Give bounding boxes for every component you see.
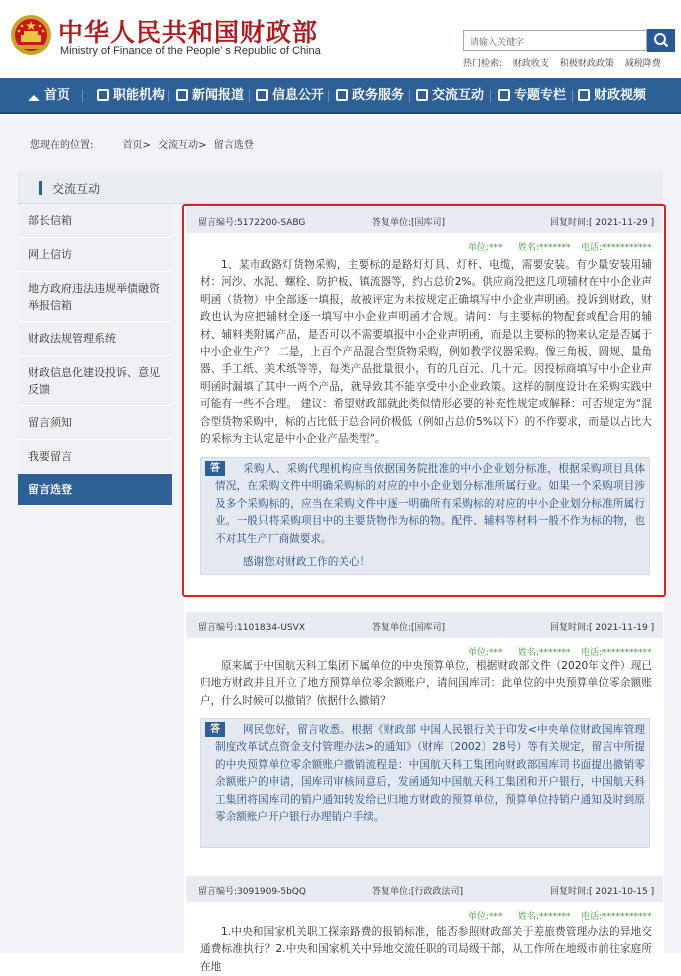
nav-divider: [409, 90, 410, 102]
entry-time: 回复时间:[ 2021-10-15 ]: [550, 887, 655, 897]
hot-search-row: [463, 56, 669, 69]
site-title[interactable]: 中华人民共和国财政部: [58, 18, 319, 47]
nav-item-home[interactable]: [28, 78, 70, 114]
site-header: [0, 0, 681, 78]
breadcrumb-link[interactable]: 首页>: [122, 140, 151, 151]
nav-item-institution[interactable]: [97, 78, 165, 114]
entry-id: 留言编号:3091909-5bQQ: [198, 887, 306, 897]
nav-item-label: 首页: [44, 88, 71, 103]
nav-item-service[interactable]: [336, 78, 404, 114]
message-entry: [186, 207, 663, 595]
entry-meta-phone: 电话:***********: [581, 912, 652, 922]
nav-divider: [249, 90, 250, 102]
answer-thanks: 感谢您对财政工作的关心！: [243, 556, 371, 568]
sidebar-item-leave-message[interactable]: [18, 440, 172, 474]
nav-divider: [490, 90, 491, 102]
sidebar: [18, 204, 172, 506]
entry-id: 留言编号:1101834-USVX: [198, 623, 305, 633]
entry-question: 1、某市政路灯货物采购，主要标的是路灯灯具、灯杆、电缆，需要安装。有少量安装用辅材：河沙、水泥、螺栓、防护板、镇流器等，约占总价2%。供应商没把这几项辅材在中小企业声明函（货物）中全部逐一填报，故被评定为未按规定正确填写中小企业声明函。投诉到财政，财政也认为应把辅材全逐一填写中小企业声明函才合规。请问：与主要标的物配套或配合用的辅材、辅料类附属产品，是否可以不需要填报中小企业声明函，而是以主要标的物来认定是否属于中小企业生产？ 二是，上百个产品混合型货物采购，例如教学仪器采购。像三角板、圆规、量角器、手工纸、美术纸等等，每类产品批量很小，有的几百元、几十元。因投标商填写中小企业声明函时漏填了其中一两个产品，就导致其不能享受中小企业政策。这样的制度设计在采购实践中可能有一些不合理。 建议：希望财政部就此类似情形必要的补充性规定或解释：可否规定为“混合型货物采购中，标的占比低于总合同价极低（例如占总价5%以下）的不作要求，而是以占比大的采标为主认定是中小企业产品类型”。: [200, 259, 652, 446]
news-icon: [176, 89, 188, 101]
section-header: [18, 172, 663, 204]
nav-divider: [328, 90, 329, 102]
answer-text: 网民您好，留言收悉。根据《财政部 中国人民银行关于印发<中央单位财政国库管理制度改革试点资金支付管理办法>的通知》（财库〔2002〕28号）等有关规定，留言中所提的中央预算单位零余额账户撤销流程是：中国航天科工集团向财政部国库司书面提出撤销零余额账户的申请，国库司审核同意后，发函通知中国航天科工集团和开户银行，中国航天科工集团将国库司的销户通知转发给已归地方财政的预算单位，预算单位持销户通知及时到原零余额账户开户银行办理销户手续。: [215, 724, 645, 824]
video-icon: [578, 89, 590, 101]
search-icon: [647, 29, 675, 52]
nav-item-label: 财政视频: [594, 88, 647, 103]
entry-header: [186, 207, 663, 233]
sidebar-item-label: 留言须知: [28, 416, 72, 429]
entry-header: [186, 876, 663, 902]
nav-item-topic[interactable]: [498, 78, 566, 114]
sidebar-item-label: 财政法规管理系统: [28, 332, 116, 345]
info-icon: [256, 89, 268, 101]
entry-question: 1.中央和国家机关职工探亲路费的报销标准，能否参照财政部关于差旅费管理办法的异地交通费标准执行？2.中央和国家机关中异地交流任职的司局级干部，从工作所在地级市前往家庭所在地: [200, 926, 652, 973]
entry-header: [186, 612, 663, 638]
sidebar-item-label: 地方政府违法违规举债融资举报信箱: [28, 281, 160, 312]
entry-time: 回复时间:[ 2021-11-29 ]: [550, 218, 655, 228]
nav-divider: [572, 90, 573, 102]
sidebar-item-debt-report[interactable]: [18, 272, 172, 322]
service-icon: [336, 89, 348, 101]
entry-meta-name: 姓名:*******: [518, 648, 571, 658]
sidebar-item-notice[interactable]: [18, 406, 172, 440]
entry-meta-name: 姓名:*******: [518, 912, 571, 922]
search-button[interactable]: [647, 29, 675, 52]
nav-item-label: 专题专栏: [514, 88, 567, 103]
nav-item-news[interactable]: [176, 78, 244, 114]
sidebar-item-online-petition[interactable]: [18, 238, 172, 272]
sidebar-item-minister-mailbox[interactable]: [18, 204, 172, 238]
section-marker: [39, 181, 42, 195]
institution-icon: [97, 89, 109, 101]
sidebar-item-label: 网上信访: [28, 248, 72, 261]
entry-unit: 答复单位:[行政政法司]: [372, 887, 464, 897]
entry-question: 原来属于中国航天科工集团下属单位的中央预算单位，根据财政部文件（2020年文件）现已归地方财政并且开立了地方预算单位零余额账户，请问国库司：此单位的中央预算单位零余额账户，什么时候可以撤销？依据什么撤销？: [200, 660, 652, 707]
answer-badge: 答: [205, 722, 225, 737]
sidebar-item-label: 我要留言: [28, 450, 72, 463]
search-input[interactable]: 请输入关键字: [463, 30, 647, 51]
message-entry: [186, 876, 663, 973]
sidebar-item-selected-messages[interactable]: [18, 474, 172, 506]
home-icon: [28, 95, 40, 101]
answer-badge: 答: [205, 461, 225, 476]
message-entry: [186, 612, 663, 857]
entry-time: 回复时间:[ 2021-11-19 ]: [550, 623, 655, 633]
nav-item-info[interactable]: [256, 78, 324, 114]
entry-unit: 答复单位:[国库司]: [372, 623, 446, 633]
sidebar-item-label: 部长信箱: [28, 214, 72, 227]
answer-box: [200, 718, 650, 848]
entry-unit: 答复单位:[国库司]: [372, 218, 446, 228]
topic-icon: [498, 89, 510, 101]
hot-search-label: 热门检索:: [463, 59, 503, 69]
entry-id: 留言编号:5172200-SABG: [198, 218, 306, 228]
nav-divider: [168, 90, 169, 102]
breadcrumb: [30, 136, 258, 151]
nav-item-label: 交流互动: [432, 88, 485, 103]
entry-meta-unit: 单位:***: [468, 912, 503, 922]
hot-search-link[interactable]: 积极财政政策: [559, 59, 614, 69]
nav-item-label: 新闻报道: [192, 88, 245, 103]
nav-item-interaction[interactable]: [416, 78, 484, 114]
site-subtitle: Ministry of Finance of the People' s Republic of China: [60, 45, 321, 57]
interaction-icon: [416, 89, 428, 101]
section-title: 交流互动: [52, 182, 101, 196]
sidebar-item-regulation-system[interactable]: [18, 322, 172, 356]
answer-box: [200, 457, 650, 575]
nav-item-video[interactable]: [578, 78, 646, 114]
entry-meta-unit: 单位:***: [468, 243, 503, 253]
entry-meta-unit: 单位:***: [468, 648, 503, 658]
main-nav: [0, 78, 681, 114]
nav-item-label: 信息公开: [272, 88, 325, 103]
breadcrumb-current: 留言选登: [213, 140, 254, 151]
sidebar-item-label: 留言选登: [28, 483, 72, 496]
entry-meta-phone: 电话:***********: [581, 243, 652, 253]
national-emblem-icon: [10, 14, 52, 56]
breadcrumb-prefix: 您现在的位置:: [30, 140, 94, 151]
sidebar-item-feedback[interactable]: [18, 356, 172, 406]
breadcrumb-link[interactable]: 交流互动>: [158, 140, 207, 151]
entry-meta-phone: 电话:***********: [581, 648, 652, 658]
entry-meta-name: 姓名:*******: [518, 243, 571, 253]
hot-search-link[interactable]: 减税降费: [624, 59, 661, 69]
sidebar-item-label: 财政信息化建设投诉、意见反馈: [28, 365, 160, 396]
nav-item-label: 职能机构: [113, 88, 166, 103]
nav-divider: [82, 90, 83, 102]
answer-text: 采购人、采购代理机构应当依据国务院批准的中小企业划分标准，根据采购项目具体情况，在采购文件中明确采购标的对应的中小企业划分标准所属行业。如果一个采购项目涉及多个采购标的，应当在采购文件中逐一明确所有采购标的对应的中小企业划分标准所属行业。一般只将采购项目中的主要货物作为标的物。配件、辅料等材料一般不作为标的物，也不对其生产厂商做要求。: [215, 463, 645, 545]
nav-item-label: 政务服务: [352, 88, 405, 103]
hot-search-link[interactable]: 财政收支: [512, 59, 549, 69]
